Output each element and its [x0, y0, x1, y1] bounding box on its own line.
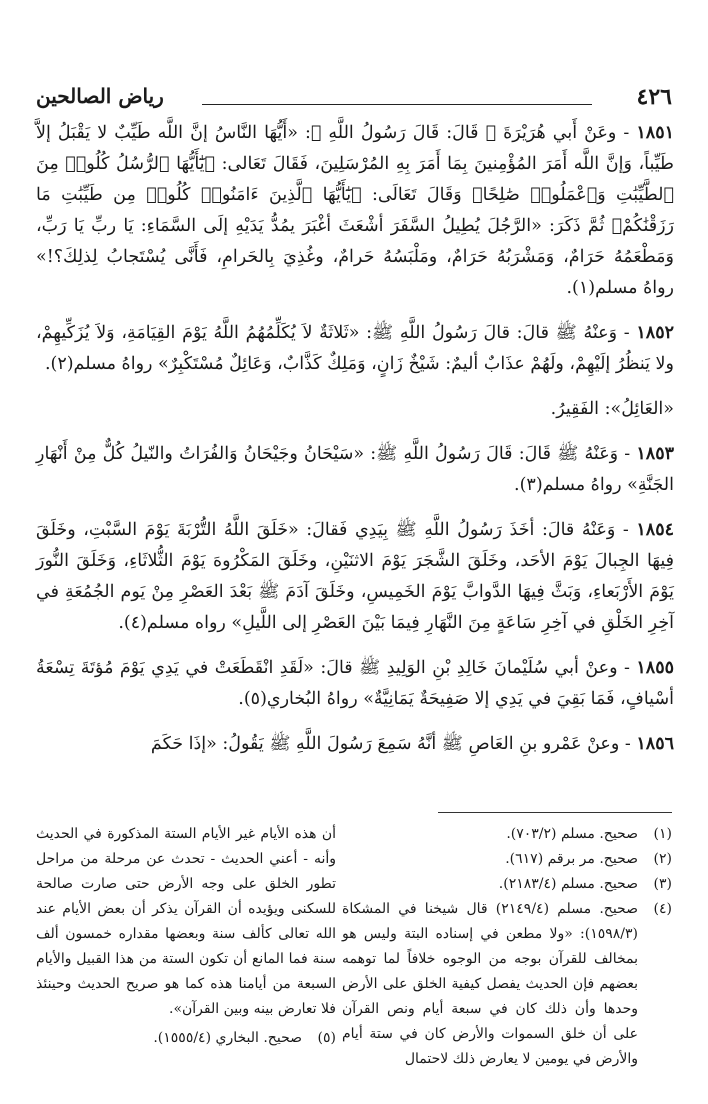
hadith-1853: ١٨٥٣ - وَعَنْهُ ﷺ قَالَ: قَالَ رَسُولُ اللَّهِ ﷺ: «سَيْحَانُ وجَيْحَانُ وَالفُرَاتُ والنّيلُ كُلٌّ مِنْ أَنْهَارِ الجَنَّةِ» رواهُ مسلم(٣). [36, 444, 674, 495]
footnote-text: صحيح. مسلم (٢١٨٣/٤). [498, 876, 638, 892]
word-gloss: «العَائِلُ»: الفَقِيرُ. [550, 399, 674, 419]
footnote [342, 822, 672, 847]
footnote-text: صحيح. البخاري (١٥٥٥/٤). [153, 1030, 302, 1046]
footnote [342, 897, 672, 1072]
footnote-marker: (٢) [653, 851, 672, 867]
page-number: ٤٢٦ [636, 84, 672, 110]
hadith-number: ١٨٥٢ [636, 323, 674, 343]
hadith-text: وعَنْ أَبي هُرَيْرَةَ ﷺ قَالَ: قَالَ رَسُولُ اللَّهِ ﷺ: «أَيُّهَا النَّاسُ إنَّ اللَّه طَيِّبٌ لا يَقْبَلُ إلاَّ طَيِّباً، وَإنَّ اللَّه أَمَرَ المُؤْمِنينَ بِمَا أَمَرَ بِهِ المُرْسَلِينَ، فَقَالَ تَعَالى: ﴿يَٰٓأَيُّهَا ٱلرُّسُلُ كُلُوا۟ مِنَ ٱلطَّيِّبَٰتِ وَٱعْمَلُوا۟ صَٰلِحًا﴾ وَقَالَ تَعَالَى: ﴿يَٰٓأَيُّهَا ٱلَّذِينَ ءَامَنُوا۟ كُلُوا۟ مِن طَيِّبَٰتِ مَا رَزَقْنَٰكُمْ﴾ ثُمَّ ذَكَرَ: «الرَّجُلَ يُطِيلُ السَّفَرَ أشْعَثَ أغْبَرَ يمُدُّ يَدَيْهِ إلَى السَّمَاءِ: يَا ربِّ يَا رَبِّ، وَمَطْعَمُهُ حَرَامٌ، وَمَشْرَبُهُ حَرَامٌ، ومَلْبَسُهُ حَرامٌ، وغُذِيَ بِالحَرامِ، فَأَنَّى يُسْتَجابُ لِذلِكَ؟!» رواهُ مسلم(١). [36, 123, 674, 298]
footnote-marker: (١) [653, 826, 672, 842]
hadith-1856: ١٨٥٦ - وعنْ عَمْرو بنِ العَاصِ ﷺ أنَّهُ سَمِعَ رَسُولَ اللَّهِ ﷺ يَقُولُ: «إذَا حَكَمَ [150, 734, 674, 754]
header-rule [202, 104, 592, 105]
footnote-text: صحيح. مسلم (٧٠٣/٢). [506, 826, 638, 842]
footnote-text: صحيح. مر برقم (٦١٧). [505, 851, 638, 867]
footnotes-right-column [342, 822, 672, 1072]
page-body [36, 118, 674, 774]
footnote [342, 847, 672, 872]
hadith-1851: ١٨٥١ - وعَنْ أَبي هُرَيْرَةَ ﷺ قَالَ: قَالَ رَسُولُ اللَّهِ ﷺ: «أَيُّهَا النَّاسُ إنَّ اللَّه طَيِّبٌ لا يَقْبَلُ إلاَّ طَيِّباً، وَإنَّ اللَّه أَمَرَ المُؤْمِنينَ بِمَا أَمَرَ بِهِ المُرْسَلِينَ، فَقَالَ تَعَالى: ﴿يَٰٓأَيُّهَا ٱلرُّسُلُ كُلُوا۟ مِنَ ٱلطَّيِّبَٰتِ وَٱعْمَلُوا۟ صَٰلِحًا﴾ وَقَالَ تَعَالَى: ﴿يَٰٓأَيُّهَا ٱلَّذِينَ ءَامَنُوا۟ كُلُوا۟ مِن طَيِّبَٰتِ مَا رَزَقْنَٰكُمْ﴾ ثُمَّ ذَكَرَ: «الرَّجُلَ يُطِيلُ السَّفَرَ أشْعَثَ أغْبَرَ يمُدُّ يَدَيْهِ إلَى السَّمَاءِ: يَا ربِّ يَا رَبِّ، وَمَطْعَمُهُ حَرَامٌ، وَمَشْرَبُهُ حَرَامٌ، ومَلْبَسُهُ حَرامٌ، وغُذِيَ بِالحَرامِ، فَأَنَّى يُسْتَجابُ لِذلِكَ؟!» رواهُ مسلم(١). [36, 123, 674, 298]
hadith-text: وَعَنْهُ ﷺ قَالَ: قَالَ رَسُولُ اللَّهِ ﷺ: «سَيْحَانُ وجَيْحَانُ وَالفُرَاتُ والنّيلُ كُلٌّ مِنْ أَنْهَارِ الجَنَّةِ» رواهُ مسلم(٣). [36, 444, 674, 495]
page-header [36, 78, 672, 114]
footnote [36, 1026, 336, 1051]
hadith-text: وعنْ عَمْرو بنِ العَاصِ ﷺ أنَّهُ سَمِعَ رَسُولَ اللَّهِ ﷺ يَقُولُ: «إذَا حَكَمَ [150, 734, 620, 754]
footnote-continuation: أن هذه الأيام غير الأيام الستة المذكورة في الحديث وأنه - أعني الحديث - تحدث عن مرحلة من مراحل تطور الخلق على وجه الأرض حتى صارت صالحة للسكنى ويؤيده أن القرآن يذكر أن بعض الأيام عند الله تعالى كألف سنة وبعضها مقداره خمسون ألف سنة فما المانع أن تكون الستة من هذا القبيل والأيام السبعة من أيامنا هذه كما هو صريح الحديث وحينئذ فلا تعارض بينه وبين القرآن». [36, 826, 336, 1017]
hadith-number: ١٨٥٦ [636, 734, 674, 754]
book-title: رياض الصالحين [36, 84, 164, 108]
hadith-text: وَعَنْهُ قالَ: أخَذَ رَسُولُ اللَّهِ ﷺ بِيَدِي فَقالَ: «خَلَقَ اللَّهُ التُّرْبَةَ يَوْمَ السَّبْتِ، وخَلَقَ فِيهَا الجِبالَ يَوْمَ الأحَد، وخَلَقَ الشَّجَرَ يَوْمَ الاثنَيْنِ، وخَلَقَ المَكْرُوهَ يَوْمَ الثُّلاثَاءِ، وَخَلَقَ النُّورَ يَوْمَ الأَرْبَعاءِ، وَبَثَّ فِيهَا الدَّوابَّ يَوْمَ الخَمِيسِ، وخَلَقَ آدَمَ ﷺ بَعْدَ العَصْرِ مِنْ يَوم الجُمُعَةِ في آخِرِ الخَلْقِ في آخِرِ سَاعَةٍ مِنَ النَّهَارِ فِيمَا بَيْنَ العَصْرِ إلى اللَّيلِ» رواه مسلم(٤). [36, 520, 674, 633]
hadith-number: ١٨٥٤ [636, 520, 675, 540]
hadith-1854: ١٨٥٤ - وَعَنْهُ قالَ: أخَذَ رَسُولُ اللَّهِ ﷺ بِيَدِي فَقالَ: «خَلَقَ اللَّهُ التُّرْبَةَ يَوْمَ السَّبْتِ، وخَلَقَ فِيهَا الجِبالَ يَوْمَ الأحَد، وخَلَقَ الشَّجَرَ يَوْمَ الاثنَيْنِ، وخَلَقَ المَكْرُوهَ يَوْمَ الثُّلاثَاءِ، وَخَلَقَ النُّورَ يَوْمَ الأَرْبَعاءِ، وَبَثَّ فِيهَا الدَّوابَّ يَوْمَ الخَمِيسِ، وخَلَقَ آدَمَ ﷺ بَعْدَ العَصْرِ مِنْ يَوم الجُمُعَةِ في آخِرِ الخَلْقِ في آخِرِ سَاعَةٍ مِنَ النَّهَارِ فِيمَا بَيْنَ العَصْرِ إلى اللَّيلِ» رواه مسلم(٤). [36, 520, 675, 633]
hadith-number: ١٨٥٥ [636, 658, 674, 678]
hadith-text: وَعنْهُ ﷺ قالَ: قالَ رَسُولُ اللَّهِ ﷺ: «ثَلاثَةٌ لاَ يُكَلِّمُهُمُ اللَّهُ يَوْمَ القِيَامَةِ، وَلاَ يُزَكِّيهِمْ، ولا يَنظُرُ إلَيْهِمْ، ولَهُمْ عذَابٌ أليمٌ: شَيْخٌ زَانٍ، وَمَلِكٌ كَذَّابٌ، وَعَائِلٌ مُسْتَكْبِرٌ» رواهُ مسلم(٢). [36, 323, 674, 374]
footnote-marker: (٥) [317, 1030, 336, 1046]
hadith-number: ١٨٥١ [636, 123, 674, 143]
hadith-1855: ١٨٥٥ - وعنْ أبي سُلَيْمانَ خَالِدِ بْنِ الوَلِيدِ ﷺ قالَ: «لَقَدِ انْقَطَعَتْ في يَدِي يَوْمَ مُؤتَةَ تِسْعَةُ أسْيافٍ، فَمَا بَقِيَ في يَدِي إلا صَفِيحَةٌ يَمَانِيَّةٌ» رواهُ البُخاري(٥). [36, 658, 674, 709]
hadith-text: وعنْ أبي سُلَيْمانَ خَالِدِ بْنِ الوَلِيدِ ﷺ قالَ: «لَقَدِ انْقَطَعَتْ في يَدِي يَوْمَ مُؤتَةَ تِسْعَةُ أسْيافٍ، فَمَا بَقِيَ في يَدِي إلا صَفِيحَةٌ يَمَانِيَّةٌ» رواهُ البُخاري(٥). [36, 658, 674, 709]
footnote-text: صحيح. مسلم (٢١٤٩/٤) قال شيخنا في المشكاة (١٥٩٨/٣): «ولا مطعن في إسناده البتة وليس هو بمخالف للقرآن بوجه من الوجوه خلافاً لما توهمه بعضهم فإن الحديث يفصل كيفية الخلق على الأرض وحدها وأن ذلك كان في سبعة أيام ونص القرآن على أن خلق السموات والأرض كان في ستة أيام والأرض في يومين لا يعارض ذلك لاحتمال [342, 901, 638, 1067]
hadith-1852: ١٨٥٢ - وَعنْهُ ﷺ قالَ: قالَ رَسُولُ اللَّهِ ﷺ: «ثَلاثَةٌ لاَ يُكَلِّمُهُمُ اللَّهُ يَوْمَ القِيَامَةِ، وَلاَ يُزَكِّيهِمْ، ولا يَنظُرُ إلَيْهِمْ، ولَهُمْ عذَابٌ أليمٌ: شَيْخٌ زَانٍ، وَمَلِكٌ كَذَّابٌ، وَعَائِلٌ مُسْتَكْبِرٌ» رواهُ مسلم(٢). [36, 323, 674, 374]
footnote-marker: (٣) [653, 876, 672, 892]
footnote [342, 872, 672, 897]
footnotes-left-column [36, 822, 336, 1051]
footnote-separator [438, 812, 672, 813]
hadith-number: ١٨٥٣ [636, 444, 674, 464]
footnote-marker: (٤) [653, 901, 672, 917]
